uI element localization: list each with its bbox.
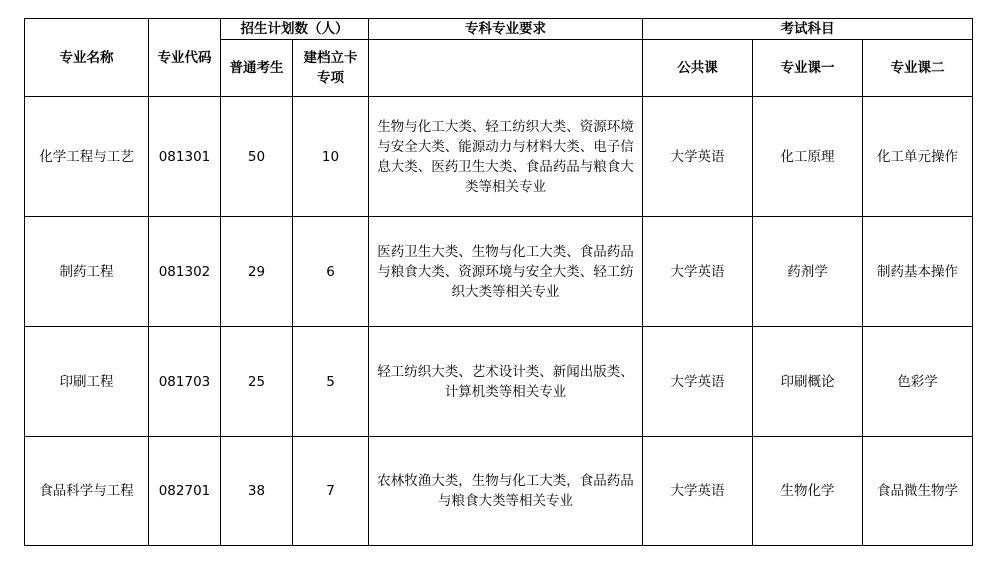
cell-major-name: 化学工程与工艺 (25, 97, 149, 217)
header-exam-course2: 专业课二 (863, 40, 973, 97)
cell-exam-course1: 印刷概论 (753, 327, 863, 437)
cell-plan-regular: 29 (221, 217, 293, 327)
enrollment-table (24, 18, 973, 546)
cell-plan-regular: 25 (221, 327, 293, 437)
header-exam: 考试科目 (643, 19, 973, 40)
cell-requirement: 生物与化工大类、轻工纺织大类、资源环境与安全大类、能源动力与材料大类、电子信息大类、医药卫生大类、食品药品与粮食大类等相关专业 (369, 97, 643, 217)
cell-plan-regular: 50 (221, 97, 293, 217)
header-plan-special: 建档立卡专项 (293, 40, 369, 97)
cell-major-name: 印刷工程 (25, 327, 149, 437)
header-exam-public: 公共课 (643, 40, 753, 97)
cell-exam-course2: 食品微生物学 (863, 437, 973, 546)
cell-plan-regular: 38 (221, 437, 293, 546)
cell-plan-special: 7 (293, 437, 369, 546)
cell-major-code: 081302 (149, 217, 221, 327)
cell-major-name: 制药工程 (25, 217, 149, 327)
cell-exam-course1: 药剂学 (753, 217, 863, 327)
cell-exam-public: 大学英语 (643, 327, 753, 437)
cell-exam-course2: 化工单元操作 (863, 97, 973, 217)
cell-major-code: 081703 (149, 327, 221, 437)
table-row (25, 327, 973, 437)
header-exam-course1: 专业课一 (753, 40, 863, 97)
cell-exam-public: 大学英语 (643, 97, 753, 217)
cell-requirement: 农林牧渔大类，生物与化工大类，食品药品与粮食大类等相关专业 (369, 437, 643, 546)
cell-major-code: 082701 (149, 437, 221, 546)
header-requirement-blank (369, 40, 643, 97)
cell-plan-special: 5 (293, 327, 369, 437)
header-plan-regular: 普通考生 (221, 40, 293, 97)
cell-requirement: 轻工纺织大类、艺术设计类、新闻出版类、计算机类等相关专业 (369, 327, 643, 437)
cell-requirement: 医药卫生大类、生物与化工大类、食品药品与粮食大类、资源环境与安全大类、轻工纺织大类等相关专业 (369, 217, 643, 327)
cell-major-name: 食品科学与工程 (25, 437, 149, 546)
header-requirement: 专科专业要求 (369, 19, 643, 40)
header-major-code: 专业代码 (149, 19, 221, 97)
table-row (25, 217, 973, 327)
table-row (25, 437, 973, 546)
cell-exam-course1: 生物化学 (753, 437, 863, 546)
cell-exam-public: 大学英语 (643, 217, 753, 327)
header-major-name: 专业名称 (25, 19, 149, 97)
cell-exam-public: 大学英语 (643, 437, 753, 546)
cell-exam-course2: 制药基本操作 (863, 217, 973, 327)
cell-plan-special: 10 (293, 97, 369, 217)
cell-exam-course2: 色彩学 (863, 327, 973, 437)
header-plan: 招生计划数（人） (221, 19, 369, 40)
cell-major-code: 081301 (149, 97, 221, 217)
cell-plan-special: 6 (293, 217, 369, 327)
cell-exam-course1: 化工原理 (753, 97, 863, 217)
table-row (25, 97, 973, 217)
